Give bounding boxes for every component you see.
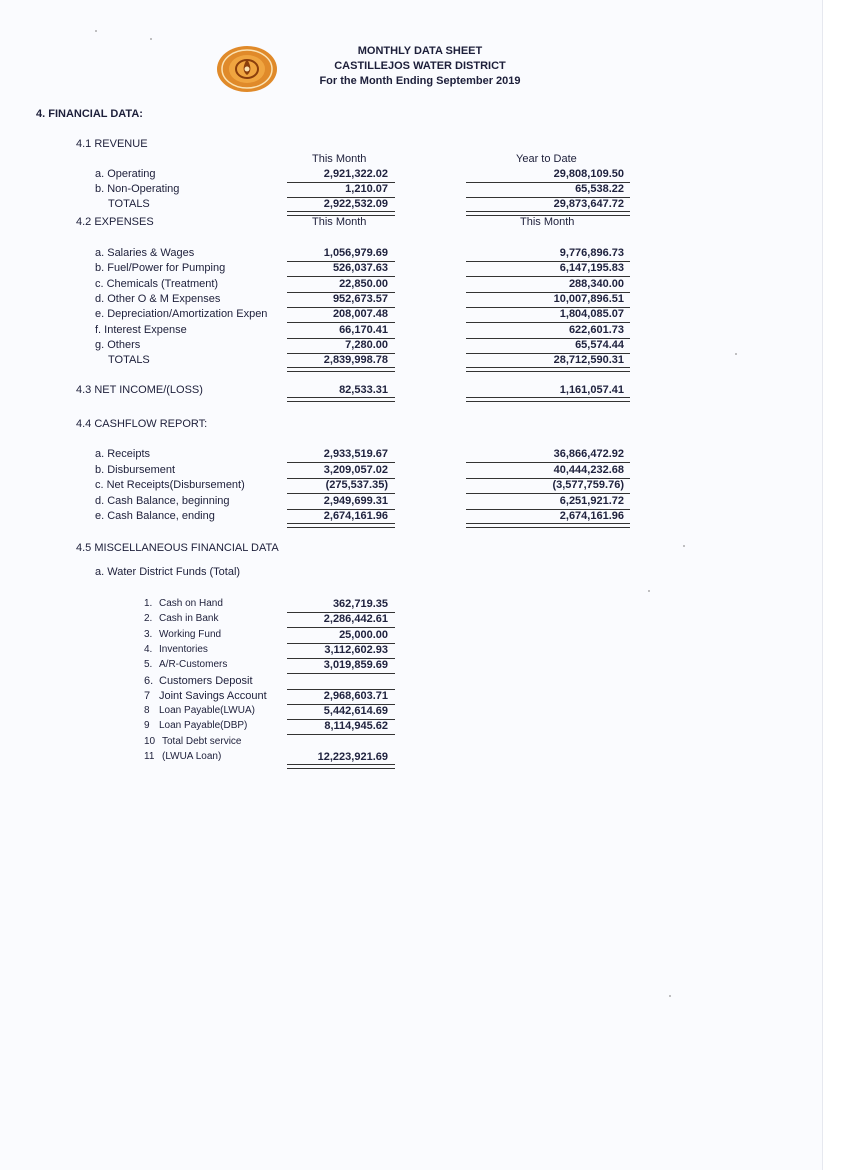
expense-ytd-value: 65,574.44 [575,339,624,351]
misc-item-label: Total Debt service [162,736,242,747]
rule [466,493,630,494]
scan-speck [150,38,152,40]
cashflow-ytd-value: (3,577,759.76) [552,479,624,491]
double-rule [287,764,395,769]
revenue-title: 4.1 REVENUE [76,138,148,150]
misc-item-label: Joint Savings Account [159,690,267,702]
revenue-col-this-month: This Month [312,153,367,165]
expense-ytd-value: 1,804,085.07 [559,308,624,320]
misc-item-number: 9 [144,720,150,731]
misc-item-number: 1. [144,598,153,609]
misc-item-value: 2,968,603.71 [323,690,388,702]
double-rule [287,367,395,372]
rule [287,493,395,494]
rule [287,673,395,674]
expense-month-value: 7,280.00 [345,339,388,351]
expense-ytd-value: 6,147,195.83 [559,262,624,274]
expense-ytd-value: 288,340.00 [568,278,624,290]
misc-subtitle: a. Water District Funds (Total) [95,566,241,578]
expenses-totals-label: TOTALS [108,354,150,366]
misc-item-label: Inventories [159,644,208,655]
rule [466,462,630,463]
expense-month-value: 952,673.57 [332,293,388,305]
expenses-ytd-total: 28,712,590.31 [553,354,624,366]
expense-label: c. Chemicals (Treatment) [95,278,219,290]
expense-ytd-value: 10,007,896.51 [553,293,624,305]
expense-month-value: 1,056,979.69 [323,247,388,259]
cashflow-label: d. Cash Balance, beginning [95,495,230,507]
misc-item-value: 12,223,921.69 [317,751,388,763]
revenue-month-value: 2,921,322.02 [323,168,388,180]
misc-item-value: 3,112,602.93 [324,644,388,656]
expenses-title: 4.2 EXPENSES [76,216,154,228]
cashflow-label: e. Cash Balance, ending [95,510,215,522]
net-income-ytd: 1,161,057.41 [559,384,624,396]
expense-ytd-value: 622,601.73 [568,324,624,336]
expense-month-value: 208,007.48 [332,308,388,320]
misc-item-number: 6. [144,675,154,687]
cashflow-title: 4.4 CASHFLOW REPORT: [76,418,208,430]
rule [287,276,395,277]
double-rule [466,523,630,528]
misc-item-label: Loan Payable(DBP) [159,720,248,731]
cashflow-month-value: (275,537.35) [325,479,388,491]
scan-speck [95,30,97,32]
cashflow-month-value: 3,209,057.02 [323,464,388,476]
rule [466,276,630,277]
double-rule [287,523,395,528]
revenue-label: b. Non-Operating [95,183,180,195]
cashflow-label: b. Disbursement [95,464,176,476]
cashflow-ytd-value: 6,251,921.72 [559,495,624,507]
cashflow-ytd-value: 2,674,161.96 [559,510,624,522]
revenue-month-total: 2,922,532.09 [323,198,388,210]
header-title: MONTHLY DATA SHEET [357,45,483,57]
misc-item-number: 4. [144,644,153,655]
expense-month-value: 66,170.41 [339,324,388,336]
cashflow-ytd-value: 40,444,232.68 [553,464,624,476]
misc-item-number: 8 [144,705,150,716]
misc-item-value: 362,719.35 [332,598,388,610]
rule [287,322,395,323]
misc-item-number: 7 [144,690,151,702]
misc-item-label: Customers Deposit [159,675,253,687]
rule [466,322,630,323]
expenses-col-this-month: This Month [312,216,367,228]
net-income-month: 82,533.31 [339,384,388,396]
scan-speck [683,545,685,547]
cashflow-month-value: 2,674,161.96 [323,510,388,522]
expense-label: f. Interest Expense [95,324,187,336]
misc-item-number: 10 [144,736,156,747]
header-district: CASTILLEJOS WATER DISTRICT [334,60,506,72]
misc-item-number: 3. [144,629,153,640]
revenue-month-value: 1,210.07 [345,183,388,195]
rule [287,462,395,463]
net-income-title: 4.3 NET INCOME/(LOSS) [76,384,203,396]
water-district-seal-icon [216,45,278,93]
expense-month-value: 22,850.00 [339,278,388,290]
misc-item-number: 2. [144,613,153,624]
revenue-totals-label: TOTALS [108,198,150,210]
rule [287,734,395,735]
double-rule [466,397,630,402]
misc-item-label: Loan Payable(LWUA) [159,705,255,716]
misc-item-label: Cash in Bank [159,613,219,624]
misc-item-label: (LWUA Loan) [162,751,222,762]
misc-item-number: 11 [144,751,155,762]
scan-speck [669,995,671,997]
expense-label: e. Depreciation/Amortization Expen [95,308,268,320]
expense-month-value: 526,037.63 [332,262,388,274]
revenue-ytd-total: 29,873,647.72 [553,198,624,210]
double-rule [287,397,395,402]
scan-speck [648,590,650,592]
misc-item-label: A/R-Customers [159,659,228,670]
misc-item-value: 5,442,614.69 [323,705,388,717]
misc-item-value: 3,019,859.69 [323,659,388,671]
header-period: For the Month Ending September 2019 [319,75,521,87]
expense-label: g. Others [95,339,141,351]
revenue-col-ytd: Year to Date [516,153,577,165]
scan-speck [735,353,737,355]
cashflow-label: c. Net Receipts(Disbursement) [95,479,245,491]
section-title: 4. FINANCIAL DATA: [36,108,143,120]
cashflow-month-value: 2,933,519.67 [323,448,388,460]
rule [287,627,395,628]
cashflow-ytd-value: 36,866,472.92 [553,448,624,460]
revenue-ytd-value: 29,808,109.50 [553,168,624,180]
expense-label: a. Salaries & Wages [95,247,195,259]
expense-ytd-value: 9,776,896.73 [559,247,624,259]
misc-title: 4.5 MISCELLANEOUS FINANCIAL DATA [76,542,279,554]
expenses-col-second: This Month [520,216,575,228]
cashflow-label: a. Receipts [95,448,151,460]
revenue-ytd-value: 65,538.22 [575,183,624,195]
expense-label: b. Fuel/Power for Pumping [95,262,226,274]
misc-item-label: Working Fund [159,629,222,640]
misc-item-value: 25,000.00 [339,629,388,641]
cashflow-month-value: 2,949,699.31 [323,495,388,507]
misc-item-label: Cash on Hand [159,598,223,609]
revenue-label: a. Operating [95,168,156,180]
expenses-month-total: 2,839,998.78 [323,354,388,366]
expense-label: d. Other O & M Expenses [95,293,221,305]
misc-item-value: 2,286,442.61 [323,613,388,625]
misc-item-value: 8,114,945.62 [324,720,388,732]
misc-item-number: 5. [144,659,153,670]
double-rule [466,367,630,372]
